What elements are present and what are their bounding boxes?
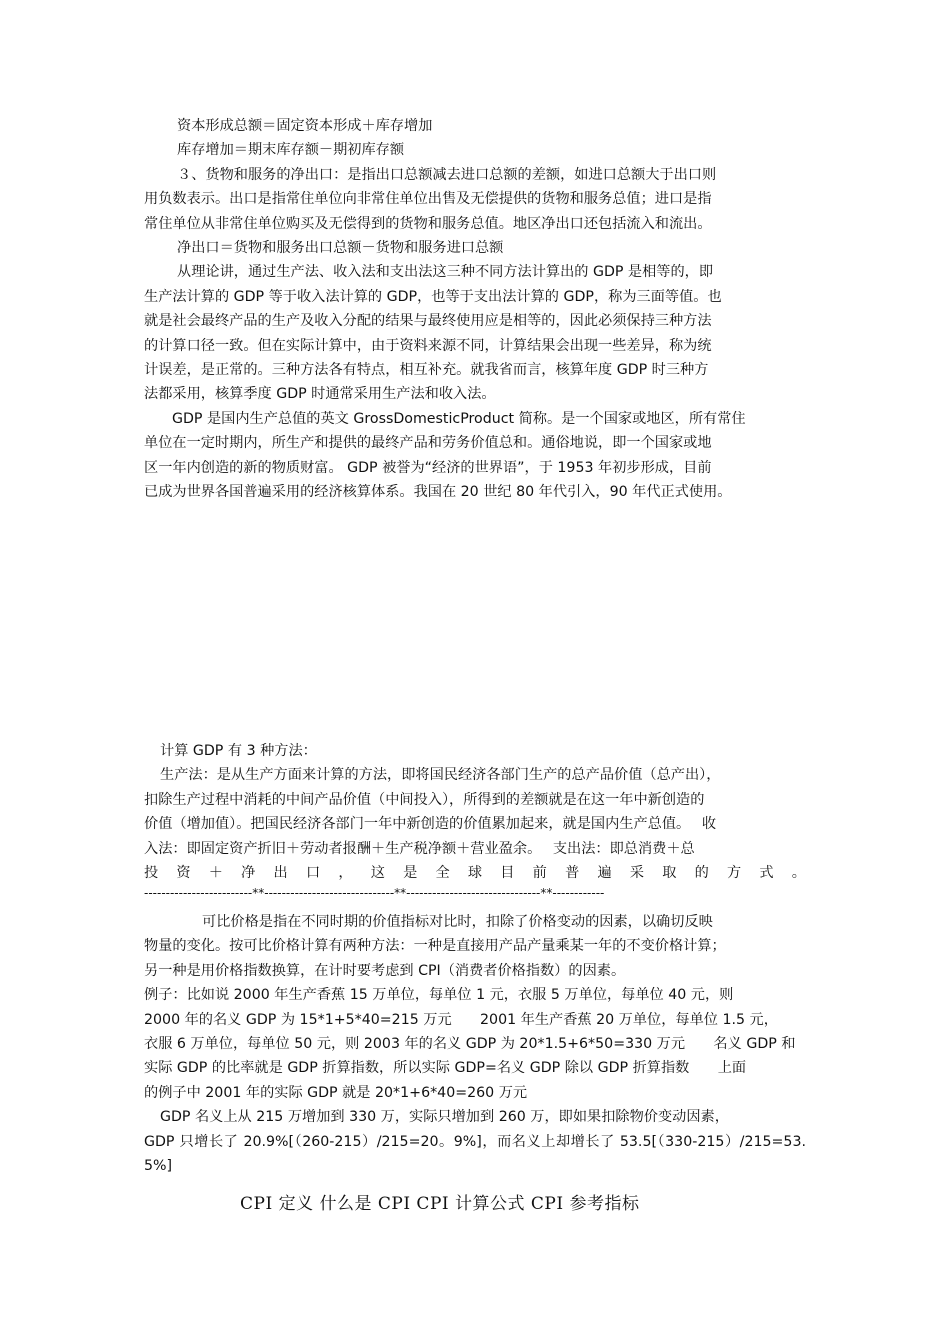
paragraph-line: GDP 只增长了 20.9%[（260-215）/215=20。9%]，而名义上却增长了 53.5[（330-215）/215=53.5%]	[144, 1133, 806, 1175]
paragraph-line: 投 资 ＋ 净 出 口 ， 这 是 全 球 目 前 普 遍 采 取 的 方 式 。	[144, 865, 806, 882]
paragraph-line: 例子：比如说 2000 年生产香蕉 15 万单位，每单位 1 元，衣服 5 万单位，每单位 40 元，则	[144, 987, 734, 1004]
paragraph-line: 计误差，是正常的。三种方法各有特点，相互补充。就我省而言，核算年度 GDP 时三种方	[144, 362, 709, 379]
paragraph-line: 的计算口径一致。但在实际计算中，由于资料来源不同，计算结果会出现一些差异，称为统	[144, 337, 712, 354]
comparable-price-paragraph	[144, 910, 806, 983]
growth-paragraph	[144, 1105, 806, 1178]
methods-paragraph	[144, 763, 806, 885]
paragraph-line: 可比价格是指在不同时期的价值指标对比时，扣除了价格变动的因素，以确切反映	[202, 914, 713, 930]
paragraph-line: 入法：即固定资产折旧＋劳动者报酬＋生产税净额＋营业盈余。 支出法：即总消费＋总	[144, 840, 695, 857]
methods-title: 计算 GDP 有 3 种方法：	[160, 743, 317, 759]
paragraph-line: GDP 名义上从 215 万增加到 330 万，实际只增加到 260 万，即如果扣除物价变动因素，	[160, 1109, 729, 1126]
paragraph-line: 物量的变化。按可比价格计算有两种方法：一种是直接用产品产量乘某一年的不变价格计算；	[144, 938, 726, 955]
paragraph-line: 区一年内创造的新的物质财富。 GDP 被誉为“经济的世界语”，于 1953 年初步形成，目前	[144, 459, 712, 476]
paragraph-line: 单位在一定时期内，所生产和提供的最终产品和劳务价值总和。通俗地说，即一个国家或地	[144, 435, 712, 452]
formula-capital-formation: 资本形成总额＝固定资本形成＋库存增加	[177, 118, 433, 134]
gdp-definition-paragraph	[144, 407, 806, 505]
theory-paragraph	[144, 260, 806, 406]
document-section-2	[144, 739, 806, 901]
paragraph-line: 生产法：是从生产方面来计算的方法，即将国民经济各部门生产的总产品价值（总产出），	[160, 767, 721, 784]
paragraph-line: 扣除生产过程中消耗的中间产品价值（中间投入），所得到的差额就是在这一年中新创造的	[144, 791, 705, 808]
paragraph-line: 实际 GDP 的比率就是 GDP 折算指数，所以实际 GDP=名义 GDP 除以 GDP 折算指数 上面	[144, 1060, 747, 1077]
dashed-divider: -------------------------**------------------------------**-------------------------------**------------	[144, 886, 605, 901]
formula-net-export: 净出口＝货物和服务出口总额－货物和服务进口总额	[177, 240, 504, 257]
formula-inventory-change: 库存增加＝期末库存额－期初库存额	[177, 142, 405, 159]
paragraph-line: 的例子中 2001 年的实际 GDP 就是 20*1+6*40=260 万元	[144, 1084, 528, 1101]
paragraph-line: 衣服 6 万单位，每单位 50 元，则 2003 年的名义 GDP 为 20*1.5+6*50=330 万元 名义 GDP 和	[144, 1036, 796, 1053]
paragraph-line: 法都采用，核算季度 GDP 时通常采用生产法和收入法。	[144, 386, 496, 403]
paragraph-line: 价值（增加值）。把国民经济各部门一年中新创造的价值累加起来，就是国内生产总值。 收	[144, 816, 717, 833]
document-section-3	[144, 910, 806, 1178]
paragraph-line: 2000 年的名义 GDP 为 15*1+5*40=215 万元 2001 年生产香蕉 20 万单位，每单位 1.5 元，	[144, 1011, 778, 1028]
paragraph-line: GDP 是国内生产总值的英文 GrossDomesticProduct 简称。是一个国家或地区，所有常住	[172, 410, 746, 427]
paragraph-line: 常住单位从非常住单位购买及无偿得到的货物和服务总值。地区净出口还包括流入和流出。	[144, 215, 712, 232]
paragraph-line: 就是社会最终产品的生产及收入分配的结果与最终使用应是相等的，因此必须保持三种方法	[144, 313, 712, 330]
paragraph-line: 另一种是用价格指数换算，在计时要考虑到 CPI（消费者价格指数）的因素。	[144, 962, 626, 979]
paragraph-line: 已成为世界各国普遍采用的经济核算体系。我国在 20 世纪 80 年代引入，90 年代正式使用。	[144, 484, 732, 501]
paragraph-line: 用负数表示。出口是指常住单位向非常住单位出售及无偿提供的货物和服务总值；进口是指	[144, 191, 712, 208]
document-section-1	[144, 114, 806, 505]
paragraph-line: ３、货物和服务的净出口：是指出口总额减去进口总额的差额，如进口总额大于出口则	[177, 166, 717, 183]
paragraph-line: 从理论讲，通过生产法、收入法和支出法这三种不同方法计算出的 GDP 是相等的，即	[177, 264, 714, 281]
cpi-section-title: CPI 定义 什么是 CPI CPI 计算公式 CPI 参考指标	[240, 1194, 640, 1214]
example-paragraph	[144, 983, 806, 1105]
paragraph-line: 生产法计算的 GDP 等于收入法计算的 GDP，也等于支出法计算的 GDP，称为三面等值。也	[144, 288, 722, 305]
net-export-paragraph	[144, 163, 806, 236]
